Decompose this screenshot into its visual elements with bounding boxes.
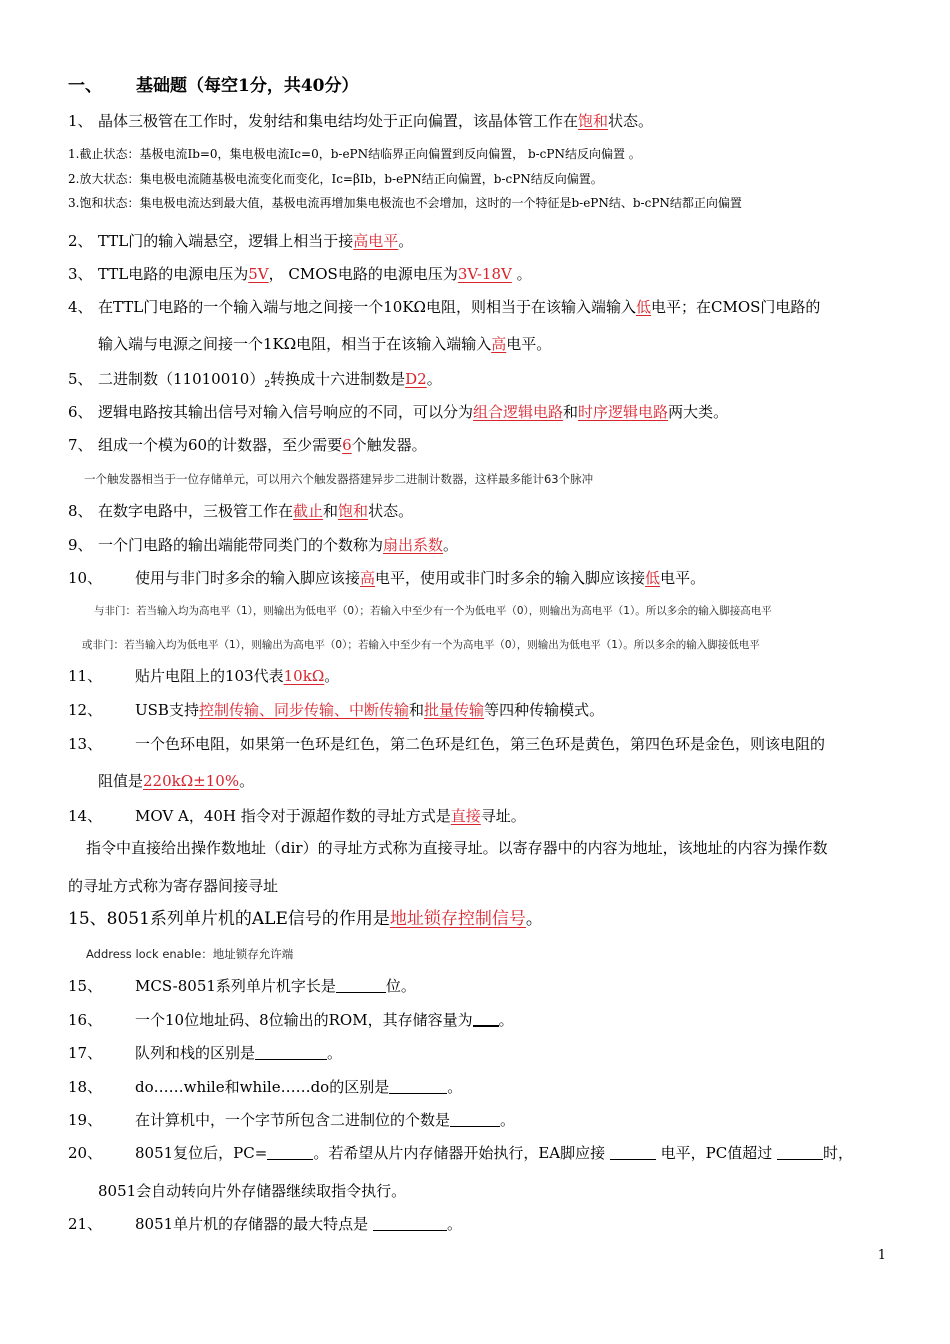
question-number: 10、 — [68, 569, 103, 587]
question-20 — [68, 1143, 853, 1163]
question-20-line-2: 8051会自动转向片外存储器继续取指令执行。 — [98, 1182, 407, 1200]
question-13-line-2 — [98, 771, 254, 791]
question-15a — [68, 909, 543, 929]
question-17 — [68, 1043, 342, 1063]
answer-blank-1[interactable] — [267, 1145, 313, 1160]
question-text-end: 。 — [426, 370, 442, 388]
question-number: 16、 — [68, 1011, 103, 1029]
question-18 — [68, 1077, 462, 1097]
question-number: 12、 — [68, 701, 103, 719]
q10-note-2: 或非门：若当输入均为低电平（1），则输出为高电平（0）；若输入中至少有一个为高电平（0），则输出为低电平（1）。所以多余的输入脚接低电平 — [82, 639, 760, 651]
question-text: 晶体三极管在工作时，发射结和集电结均处于正向偏置，该晶体管工作在 — [98, 112, 579, 130]
question-text-end: 。 — [511, 265, 532, 283]
answer-3: 中断传输 — [349, 701, 410, 719]
question-text-mid: 和 — [323, 502, 339, 520]
question-16 — [68, 1010, 514, 1030]
section-title: 基础题（每空1分，共40分） — [136, 76, 359, 96]
question-text-end: 。 — [500, 1111, 516, 1129]
question-text-mid: 和 — [409, 701, 425, 719]
question-text-end: 状态。 — [608, 112, 654, 130]
question-10 — [68, 568, 705, 588]
question-11 — [68, 666, 339, 686]
answer-1: 高 — [360, 569, 376, 587]
question-text-end: 。 — [498, 1011, 514, 1029]
answer-blank[interactable] — [336, 978, 386, 993]
question-text-end: 。 — [447, 1078, 463, 1096]
question-text-end: 。 — [443, 536, 459, 554]
q14-note-line-1: 指令中直接给出操作数地址（dir）的寻址方式称为直接寻址。以寄存器中的内容为地址，该地址的内容为操作数 — [86, 839, 828, 857]
answer-blank[interactable] — [450, 1112, 500, 1127]
answer-blank[interactable] — [373, 1216, 447, 1231]
question-text-end: 时， — [822, 1144, 853, 1162]
answer: 220kΩ±10% — [143, 772, 240, 790]
answer-blank-2[interactable] — [610, 1145, 656, 1160]
question-text-end: 等四种传输模式。 — [484, 701, 605, 719]
question-12 — [68, 700, 604, 720]
question-number: 14、 — [68, 807, 103, 825]
q10-note-1: 与非门：若当输入均为高电平（1），则输出为低电平（0）；若输入中至少有一个为低电平（0），则输出为高电平（1）。所以多余的输入脚接高电平 — [94, 605, 772, 617]
answer-2: 3V-18V — [457, 265, 512, 283]
question-number: 8、 — [68, 502, 93, 520]
answer-2: 低 — [645, 569, 661, 587]
question-text-end: 电平。 — [660, 569, 706, 587]
section-number: 一、 — [68, 76, 102, 96]
question-number: 6、 — [68, 403, 93, 421]
question-13 — [68, 734, 825, 754]
question-text-end: 个触发器。 — [351, 436, 427, 454]
answer: 直接 — [450, 807, 481, 825]
question-1 — [68, 111, 653, 131]
question-text: 一个10位地址码、8位输出的ROM，其存储容量为 — [135, 1011, 473, 1029]
answer: 10kΩ — [283, 667, 325, 685]
answer-1: 截止 — [293, 502, 324, 520]
answer-blank[interactable] — [255, 1045, 327, 1060]
answer-blank[interactable] — [473, 1011, 499, 1027]
question-text: 队列和栈的区别是 — [135, 1044, 256, 1062]
answer-1: 低 — [635, 298, 651, 316]
question-text-end: 状态。 — [368, 502, 414, 520]
question-text-end: 。 — [398, 232, 414, 250]
question-4 — [68, 297, 820, 317]
question-text: 在数字电路中，三极管工作在 — [98, 502, 294, 520]
q1-note-3: 3.饱和状态：集电极电流达到最大值，基极电流再增加集电极流也不会增加，这时的一个特征是b-ePN结、b-cPN结都正向偏置 — [68, 196, 742, 210]
question-text: 二进制数（11010010） — [98, 370, 265, 388]
answer-1: 5V — [248, 265, 269, 283]
question-8 — [68, 501, 413, 521]
question-text-end: 。 — [239, 772, 255, 790]
question-4-line-2 — [98, 334, 551, 354]
answer: 饱和 — [578, 112, 609, 130]
answer: 扇出系数 — [383, 536, 444, 554]
answer-4: 批量传输 — [424, 701, 485, 719]
question-number: 9、 — [68, 536, 93, 554]
question-7 — [68, 435, 427, 455]
question-text-mid: 电平，PC值超过 — [655, 1144, 777, 1162]
question-number: 4、 — [68, 298, 93, 316]
q7-note: 一个触发器相当于一位存储单元，可以用六个触发器搭建异步二进制计数器，这样最多能计63个脉冲 — [84, 472, 594, 486]
question-5 — [68, 369, 442, 395]
question-number: 11、 — [68, 667, 103, 685]
question-number: 3、 — [68, 265, 93, 283]
question-2 — [68, 231, 413, 251]
question-text: MOV A，40H 指令对于源超作数的寻址方式是 — [135, 807, 451, 825]
question-text-end: 位。 — [385, 977, 416, 995]
question-text-mid: 和 — [563, 403, 579, 421]
question-number: 5、 — [68, 370, 93, 388]
question-text-mid: 电平，使用或非门时多余的输入脚应该接 — [375, 569, 646, 587]
question-text-end: 。 — [327, 1044, 343, 1062]
question-text: 一个门电路的输出端能带同类门的个数称为 — [98, 536, 384, 554]
question-text: 一个色环电阻，如果第一色环是红色，第二色环是红色，第三色环是黄色，第四色环是金色，则该电阻的 — [135, 735, 826, 753]
question-text-end: 寻址。 — [480, 807, 526, 825]
question-number: 1、 — [68, 112, 93, 130]
question-number: 2、 — [68, 232, 93, 250]
answer-separator: 、 — [258, 701, 274, 719]
answer: 地址锁存控制信号 — [389, 909, 526, 929]
question-text-mid: 转换成十六进制数是 — [270, 370, 406, 388]
answer-1: 控制传输 — [198, 701, 259, 719]
question-number: 18、 — [68, 1078, 103, 1096]
question-number: 7、 — [68, 436, 93, 454]
question-text-end: 。 — [324, 667, 340, 685]
question-19 — [68, 1110, 515, 1130]
question-text-mid: 。若希望从片内存储器开始执行，EA脚应接 — [313, 1144, 610, 1162]
answer: D2 — [405, 370, 427, 388]
answer-blank[interactable] — [389, 1079, 447, 1094]
question-text-end: 电平。 — [506, 335, 552, 353]
q1-note-2: 2.放大状态：集电极电流随基极电流变化而变化，Ic=βIb，b-ePN结正向偏置，b-cPN结反向偏置。 — [68, 172, 603, 186]
question-9 — [68, 535, 458, 555]
subscript: 2 — [264, 380, 271, 390]
answer-2: 饱和 — [338, 502, 369, 520]
question-number: 19、 — [68, 1111, 103, 1129]
answer-2: 高 — [491, 335, 507, 353]
q14-note-line-2: 的寻址方式称为寄存器间接寻址 — [68, 877, 279, 895]
question-text: USB支持 — [135, 701, 199, 719]
question-text-end: 。 — [525, 909, 543, 929]
question-number: 13、 — [68, 735, 103, 753]
question-number: 15、 — [68, 977, 103, 995]
question-text-end: 。 — [446, 1215, 462, 1233]
question-text: 组成一个模为60的计数器，至少需要 — [98, 436, 343, 454]
question-text: MCS-8051系列单片机字长是 — [135, 977, 336, 995]
question-text: 贴片电阻上的103代表 — [135, 667, 284, 685]
question-14 — [68, 806, 526, 826]
answer-2: 时序逻辑电路 — [578, 403, 669, 421]
question-3 — [68, 264, 532, 284]
question-21 — [68, 1214, 462, 1234]
question-text-mid: ， CMOS电路的电源电压为 — [268, 265, 458, 283]
answer: 6 — [342, 436, 352, 454]
question-text: 在TTL门电路的一个输入端与地之间接一个10KΩ电阻，则相当于在该输入端输入 — [98, 298, 636, 316]
question-number: 17、 — [68, 1044, 103, 1062]
question-text: 8051单片机的存储器的最大特点是 — [135, 1215, 373, 1233]
answer-1: 组合逻辑电路 — [473, 403, 564, 421]
question-number: 21、 — [68, 1215, 103, 1233]
answer-separator: 、 — [334, 701, 350, 719]
question-text: 8051复位后，PC= — [135, 1144, 268, 1162]
answer-blank-3[interactable] — [777, 1145, 823, 1160]
question-text: 逻辑电路按其输出信号对输入信号响应的不同，可以分为 — [98, 403, 474, 421]
question-text: TTL门的输入端悬空，逻辑上相当于接 — [98, 232, 354, 250]
question-text-end: 两大类。 — [668, 403, 729, 421]
q15a-note: Address lock enable：地址锁存允许端 — [86, 947, 294, 961]
section-heading — [68, 76, 359, 96]
question-15b — [68, 976, 416, 996]
q1-note-1: 1.截止状态：基极电流Ib=0，集电极电流Ic=0，b-ePN结临界正向偏置到反向偏置， b-cPN结反向偏置 。 — [68, 147, 641, 161]
question-text: TTL电路的电源电压为 — [98, 265, 249, 283]
question-text: 使用与非门时多余的输入脚应该接 — [135, 569, 361, 587]
question-number: 20、 — [68, 1144, 103, 1162]
question-text-mid: 电平；在CMOS门电路的 — [651, 298, 821, 316]
answer: 高电平 — [353, 232, 399, 250]
page-number: 1 — [877, 1248, 886, 1263]
question-text: 阻值是 — [98, 772, 144, 790]
question-6 — [68, 402, 728, 422]
question-text: 15、8051系列单片机的ALE信号的作用是 — [68, 909, 390, 929]
question-text: 在计算机中，一个字节所包含二进制位的个数是 — [135, 1111, 451, 1129]
answer-2: 同步传输 — [273, 701, 334, 719]
question-text: 输入端与电源之间接一个1KΩ电阻，相当于在该输入端输入 — [98, 335, 492, 353]
question-text: do……while和while……do的区别是 — [135, 1078, 390, 1096]
